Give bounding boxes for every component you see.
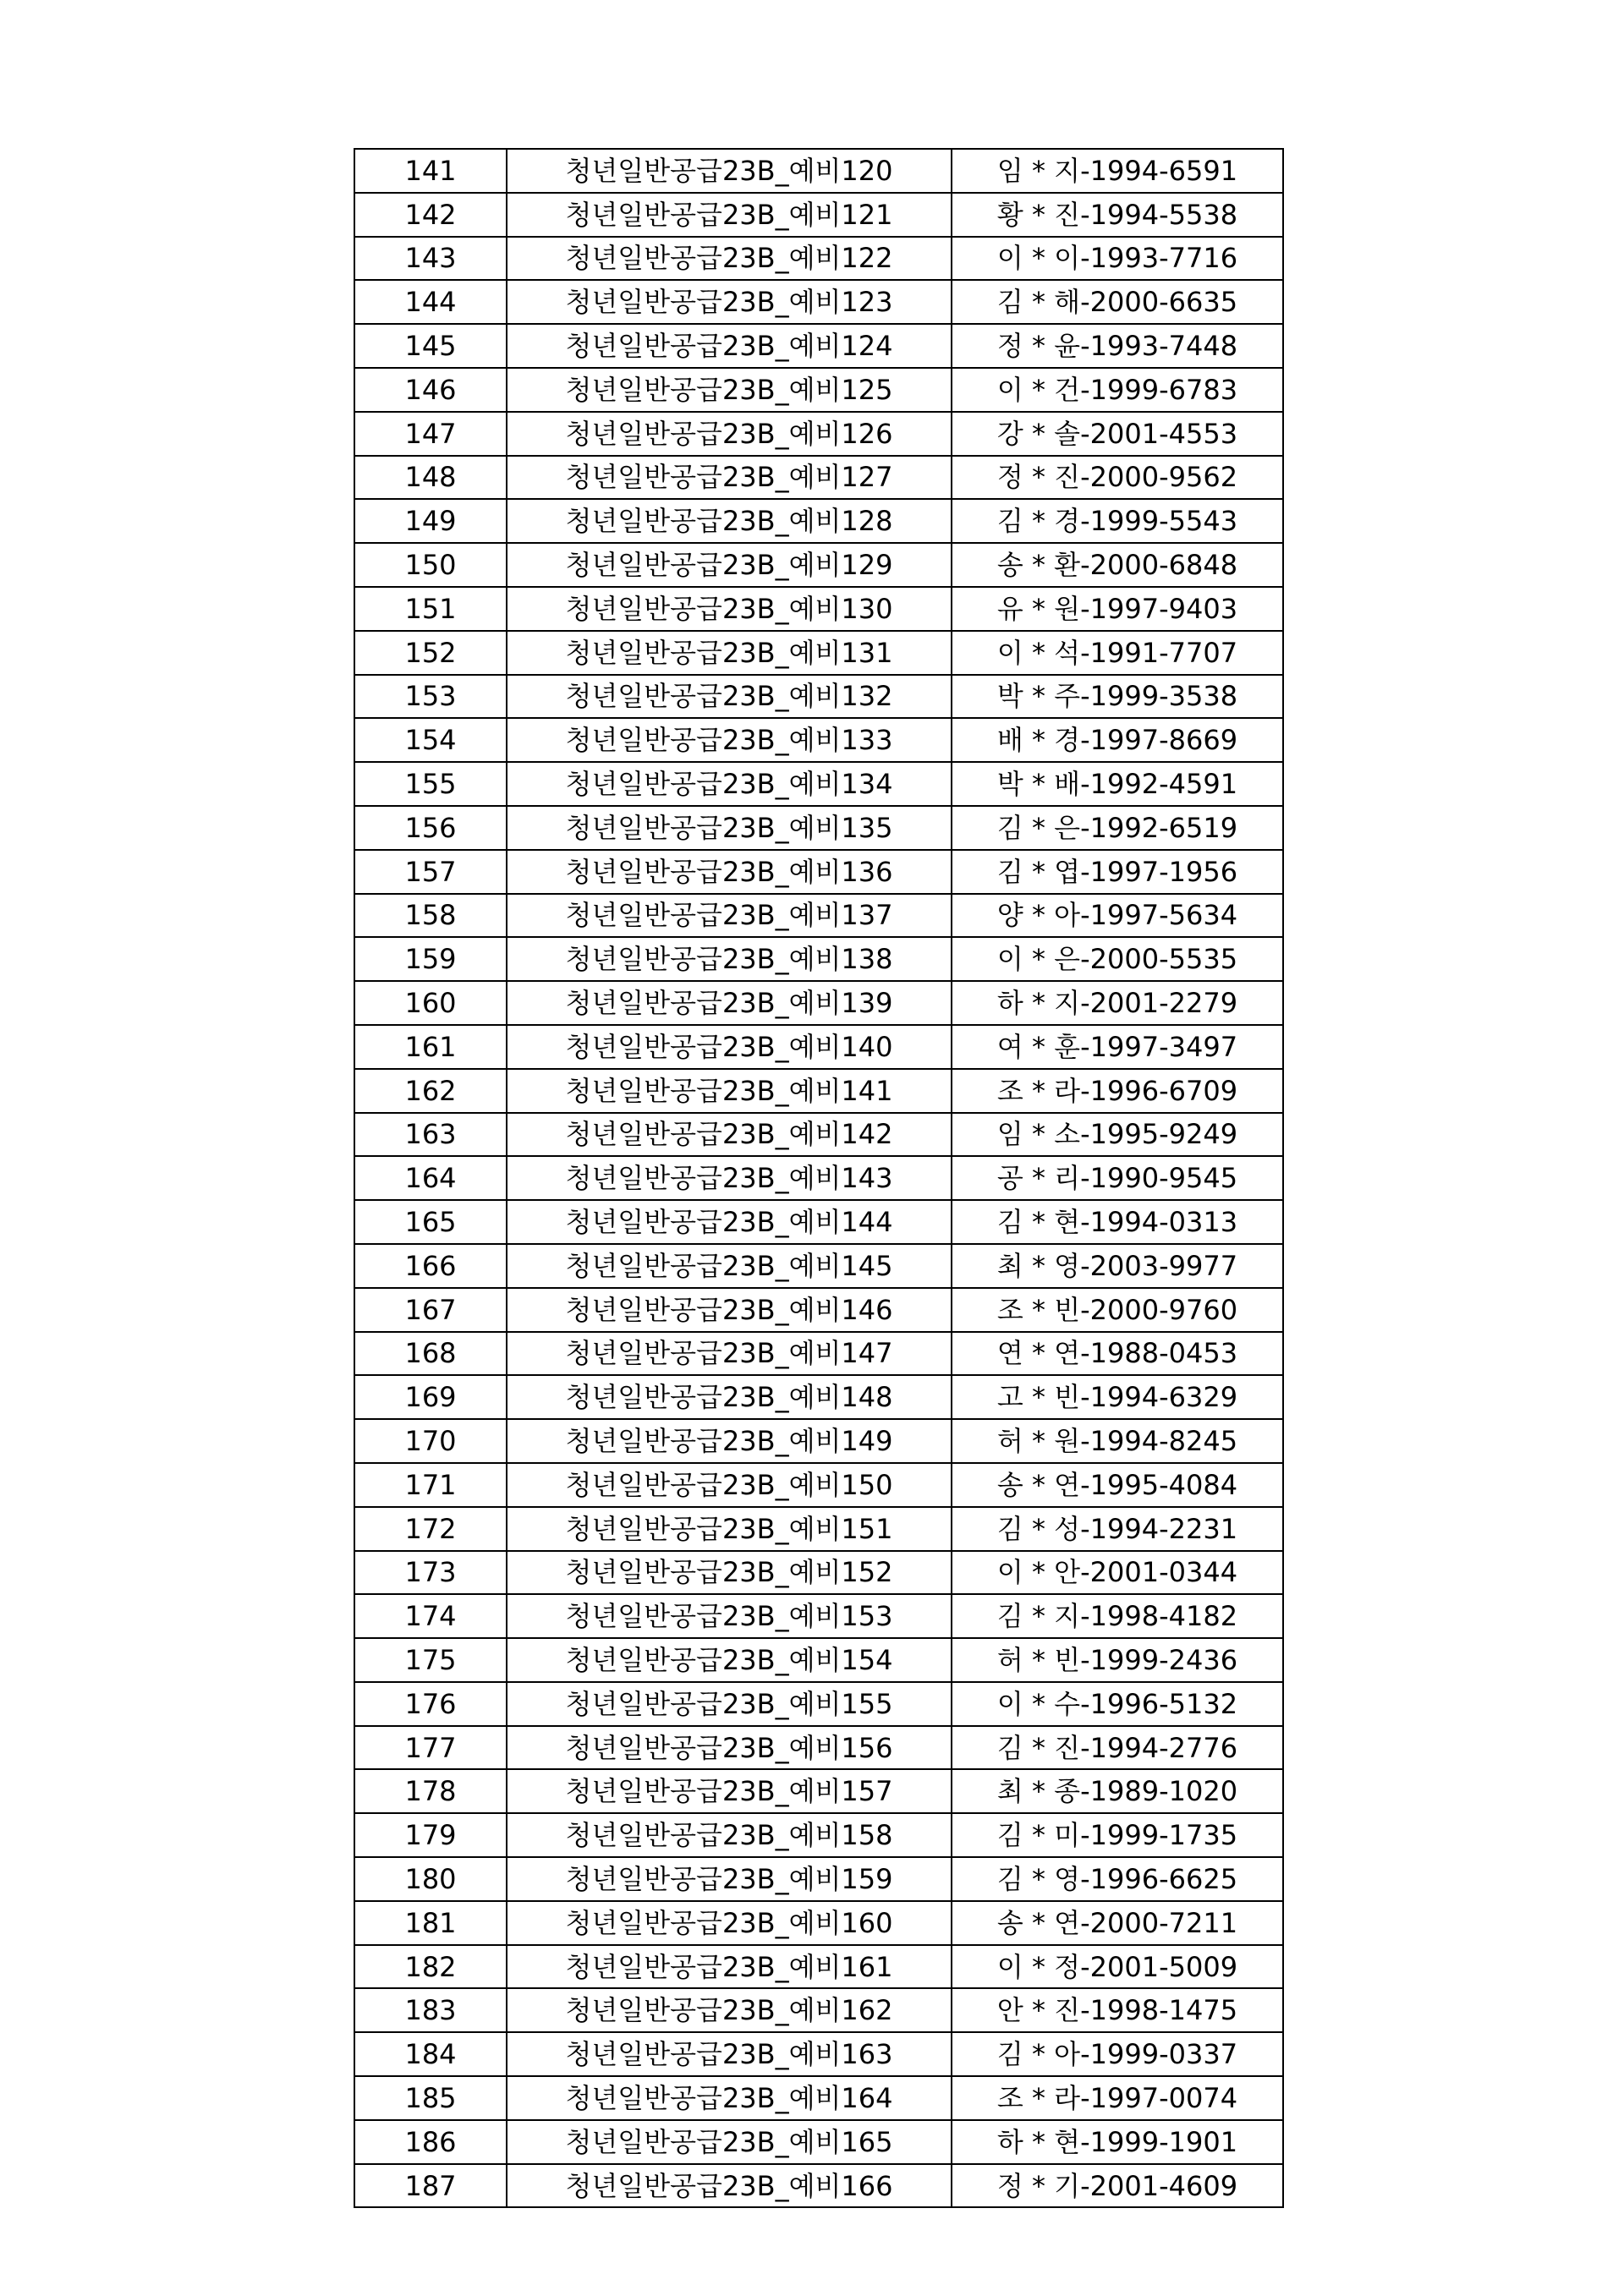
applicant-cell: 안 * 진-1998-1475 (952, 1988, 1283, 2032)
category-cell: 청년일반공급23B_예비157 (507, 1769, 952, 1813)
table-row (354, 1945, 1283, 1989)
applicant-cell: 이 * 안-2001-0344 (952, 1551, 1283, 1595)
applicant-cell: 임 * 지-1994-6591 (952, 149, 1283, 193)
category-cell: 청년일반공급23B_예비161 (507, 1945, 952, 1989)
category-cell: 청년일반공급23B_예비120 (507, 149, 952, 193)
table-row (354, 2120, 1283, 2164)
category-cell: 청년일반공급23B_예비165 (507, 2120, 952, 2164)
table-row (354, 193, 1283, 237)
category-cell: 청년일반공급23B_예비140 (507, 1025, 952, 1069)
row-number-cell: 141 (354, 149, 507, 193)
table-row (354, 762, 1283, 806)
row-number-cell: 182 (354, 1945, 507, 1989)
table-row (354, 1682, 1283, 1726)
category-cell: 청년일반공급23B_예비152 (507, 1551, 952, 1595)
row-number-cell: 187 (354, 2164, 507, 2208)
category-cell: 청년일반공급23B_예비147 (507, 1332, 952, 1376)
category-cell: 청년일반공급23B_예비143 (507, 1156, 952, 1200)
table-row (354, 1988, 1283, 2032)
table-row (354, 2076, 1283, 2120)
row-number-cell: 186 (354, 2120, 507, 2164)
table-row (354, 981, 1283, 1025)
row-number-cell: 178 (354, 1769, 507, 1813)
table-row (354, 1156, 1283, 1200)
applicant-cell: 조 * 라-1997-0074 (952, 2076, 1283, 2120)
applicant-cell: 김 * 영-1996-6625 (952, 1857, 1283, 1901)
applicant-cell: 이 * 수-1996-5132 (952, 1682, 1283, 1726)
applicant-cell: 김 * 해-2000-6635 (952, 280, 1283, 324)
row-number-cell: 162 (354, 1069, 507, 1113)
row-number-cell: 143 (354, 237, 507, 281)
row-number-cell: 170 (354, 1419, 507, 1463)
table-row (354, 1375, 1283, 1419)
table-row (354, 1419, 1283, 1463)
applicant-cell: 최 * 종-1989-1020 (952, 1769, 1283, 1813)
applicant-cell: 고 * 빈-1994-6329 (952, 1375, 1283, 1419)
row-number-cell: 176 (354, 1682, 507, 1726)
table-row (354, 1069, 1283, 1113)
applicant-cell: 강 * 솔-2001-4553 (952, 412, 1283, 456)
row-number-cell: 142 (354, 193, 507, 237)
applicant-cell: 김 * 경-1999-5543 (952, 499, 1283, 543)
row-number-cell: 163 (354, 1113, 507, 1157)
category-cell: 청년일반공급23B_예비145 (507, 1244, 952, 1288)
category-cell: 청년일반공급23B_예비129 (507, 543, 952, 587)
row-number-cell: 150 (354, 543, 507, 587)
table-row (354, 1463, 1283, 1507)
applicant-cell: 이 * 정-2001-5009 (952, 1945, 1283, 1989)
applicant-cell: 임 * 소-1995-9249 (952, 1113, 1283, 1157)
table-row (354, 1244, 1283, 1288)
applicant-cell: 배 * 경-1997-8669 (952, 718, 1283, 762)
table-row (354, 806, 1283, 850)
row-number-cell: 154 (354, 718, 507, 762)
table-row (354, 894, 1283, 938)
category-cell: 청년일반공급23B_예비146 (507, 1288, 952, 1332)
category-cell: 청년일반공급23B_예비162 (507, 1988, 952, 2032)
category-cell: 청년일반공급23B_예비151 (507, 1507, 952, 1551)
row-number-cell: 149 (354, 499, 507, 543)
category-cell: 청년일반공급23B_예비139 (507, 981, 952, 1025)
applicant-cell: 유 * 원-1997-9403 (952, 587, 1283, 631)
row-number-cell: 151 (354, 587, 507, 631)
row-number-cell: 168 (354, 1332, 507, 1376)
category-cell: 청년일반공급23B_예비133 (507, 718, 952, 762)
applicant-cell: 황 * 진-1994-5538 (952, 193, 1283, 237)
row-number-cell: 166 (354, 1244, 507, 1288)
category-cell: 청년일반공급23B_예비156 (507, 1726, 952, 1770)
category-cell: 청년일반공급23B_예비149 (507, 1419, 952, 1463)
row-number-cell: 183 (354, 1988, 507, 2032)
row-number-cell: 173 (354, 1551, 507, 1595)
table-row (354, 1638, 1283, 1682)
table-row (354, 1507, 1283, 1551)
applicant-cell: 송 * 환-2000-6848 (952, 543, 1283, 587)
applicant-cell: 김 * 미-1999-1735 (952, 1813, 1283, 1857)
category-cell: 청년일반공급23B_예비121 (507, 193, 952, 237)
row-number-cell: 145 (354, 324, 507, 368)
applicant-cell: 조 * 빈-2000-9760 (952, 1288, 1283, 1332)
category-cell: 청년일반공급23B_예비153 (507, 1594, 952, 1638)
row-number-cell: 180 (354, 1857, 507, 1901)
row-number-cell: 156 (354, 806, 507, 850)
category-cell: 청년일반공급23B_예비163 (507, 2032, 952, 2076)
applicant-cell: 정 * 기-2001-4609 (952, 2164, 1283, 2208)
row-number-cell: 157 (354, 850, 507, 894)
row-number-cell: 148 (354, 456, 507, 500)
table-row (354, 587, 1283, 631)
table-row (354, 2032, 1283, 2076)
applicant-cell: 이 * 건-1999-6783 (952, 368, 1283, 412)
category-cell: 청년일반공급23B_예비154 (507, 1638, 952, 1682)
applicant-cell: 여 * 훈-1997-3497 (952, 1025, 1283, 1069)
category-cell: 청년일반공급23B_예비142 (507, 1113, 952, 1157)
table-row (354, 718, 1283, 762)
table-row (354, 1025, 1283, 1069)
category-cell: 청년일반공급23B_예비135 (507, 806, 952, 850)
applicant-cell: 하 * 지-2001-2279 (952, 981, 1283, 1025)
row-number-cell: 155 (354, 762, 507, 806)
row-number-cell: 174 (354, 1594, 507, 1638)
category-cell: 청년일반공급23B_예비159 (507, 1857, 952, 1901)
category-cell: 청년일반공급23B_예비158 (507, 1813, 952, 1857)
row-number-cell: 152 (354, 631, 507, 675)
row-number-cell: 172 (354, 1507, 507, 1551)
row-number-cell: 181 (354, 1901, 507, 1945)
category-cell: 청년일반공급23B_예비155 (507, 1682, 952, 1726)
row-number-cell: 175 (354, 1638, 507, 1682)
row-number-cell: 160 (354, 981, 507, 1025)
waitlist-table (354, 148, 1284, 2208)
table-row (354, 1200, 1283, 1244)
applicant-cell: 공 * 리-1990-9545 (952, 1156, 1283, 1200)
applicant-cell: 연 * 연-1988-0453 (952, 1332, 1283, 1376)
category-cell: 청년일반공급23B_예비126 (507, 412, 952, 456)
applicant-cell: 송 * 연-2000-7211 (952, 1901, 1283, 1945)
row-number-cell: 146 (354, 368, 507, 412)
table-row (354, 1594, 1283, 1638)
applicant-cell: 김 * 지-1998-4182 (952, 1594, 1283, 1638)
table-row (354, 1857, 1283, 1901)
row-number-cell: 158 (354, 894, 507, 938)
applicant-cell: 송 * 연-1995-4084 (952, 1463, 1283, 1507)
row-number-cell: 171 (354, 1463, 507, 1507)
applicant-cell: 이 * 은-2000-5535 (952, 937, 1283, 981)
table-row (354, 631, 1283, 675)
applicant-cell: 허 * 원-1994-8245 (952, 1419, 1283, 1463)
applicant-cell: 이 * 이-1993-7716 (952, 237, 1283, 281)
category-cell: 청년일반공급23B_예비136 (507, 850, 952, 894)
table-row (354, 499, 1283, 543)
category-cell: 청년일반공급23B_예비148 (507, 1375, 952, 1419)
table-row (354, 280, 1283, 324)
category-cell: 청년일반공급23B_예비123 (507, 280, 952, 324)
row-number-cell: 147 (354, 412, 507, 456)
category-cell: 청년일반공급23B_예비160 (507, 1901, 952, 1945)
category-cell: 청년일반공급23B_예비144 (507, 1200, 952, 1244)
category-cell: 청년일반공급23B_예비131 (507, 631, 952, 675)
table-row (354, 1288, 1283, 1332)
category-cell: 청년일반공급23B_예비132 (507, 675, 952, 719)
table-row (354, 937, 1283, 981)
applicant-cell: 정 * 윤-1993-7448 (952, 324, 1283, 368)
table-row (354, 1551, 1283, 1595)
category-cell: 청년일반공급23B_예비141 (507, 1069, 952, 1113)
table-row (354, 1113, 1283, 1157)
applicant-cell: 김 * 성-1994-2231 (952, 1507, 1283, 1551)
category-cell: 청년일반공급23B_예비130 (507, 587, 952, 631)
applicant-cell: 김 * 진-1994-2776 (952, 1726, 1283, 1770)
applicant-cell: 양 * 아-1997-5634 (952, 894, 1283, 938)
row-number-cell: 159 (354, 937, 507, 981)
table-row (354, 456, 1283, 500)
applicant-cell: 조 * 라-1996-6709 (952, 1069, 1283, 1113)
row-number-cell: 153 (354, 675, 507, 719)
table-row (354, 2164, 1283, 2208)
applicant-cell: 김 * 은-1992-6519 (952, 806, 1283, 850)
applicant-cell: 박 * 주-1999-3538 (952, 675, 1283, 719)
row-number-cell: 179 (354, 1813, 507, 1857)
applicant-cell: 김 * 엽-1997-1956 (952, 850, 1283, 894)
category-cell: 청년일반공급23B_예비127 (507, 456, 952, 500)
row-number-cell: 165 (354, 1200, 507, 1244)
category-cell: 청년일반공급23B_예비128 (507, 499, 952, 543)
row-number-cell: 177 (354, 1726, 507, 1770)
table-row (354, 1901, 1283, 1945)
category-cell: 청년일반공급23B_예비122 (507, 237, 952, 281)
applicant-cell: 최 * 영-2003-9977 (952, 1244, 1283, 1288)
category-cell: 청년일반공급23B_예비164 (507, 2076, 952, 2120)
category-cell: 청년일반공급23B_예비138 (507, 937, 952, 981)
table-row (354, 675, 1283, 719)
category-cell: 청년일반공급23B_예비150 (507, 1463, 952, 1507)
table-row (354, 1813, 1283, 1857)
row-number-cell: 144 (354, 280, 507, 324)
applicant-cell: 정 * 진-2000-9562 (952, 456, 1283, 500)
table-body (354, 149, 1283, 2207)
row-number-cell: 164 (354, 1156, 507, 1200)
table-row (354, 237, 1283, 281)
row-number-cell: 184 (354, 2032, 507, 2076)
table-row (354, 412, 1283, 456)
applicant-cell: 이 * 석-1991-7707 (952, 631, 1283, 675)
table-row (354, 324, 1283, 368)
table-row (354, 1726, 1283, 1770)
applicant-cell: 김 * 아-1999-0337 (952, 2032, 1283, 2076)
table-row (354, 149, 1283, 193)
category-cell: 청년일반공급23B_예비134 (507, 762, 952, 806)
table-row (354, 1332, 1283, 1376)
row-number-cell: 161 (354, 1025, 507, 1069)
table-row (354, 368, 1283, 412)
applicant-cell: 김 * 현-1994-0313 (952, 1200, 1283, 1244)
table-row (354, 543, 1283, 587)
category-cell: 청년일반공급23B_예비124 (507, 324, 952, 368)
row-number-cell: 185 (354, 2076, 507, 2120)
row-number-cell: 167 (354, 1288, 507, 1332)
applicant-cell: 하 * 현-1999-1901 (952, 2120, 1283, 2164)
applicant-cell: 박 * 배-1992-4591 (952, 762, 1283, 806)
category-cell: 청년일반공급23B_예비125 (507, 368, 952, 412)
applicant-cell: 허 * 빈-1999-2436 (952, 1638, 1283, 1682)
category-cell: 청년일반공급23B_예비166 (507, 2164, 952, 2208)
category-cell: 청년일반공급23B_예비137 (507, 894, 952, 938)
row-number-cell: 169 (354, 1375, 507, 1419)
table-row (354, 1769, 1283, 1813)
table-row (354, 850, 1283, 894)
